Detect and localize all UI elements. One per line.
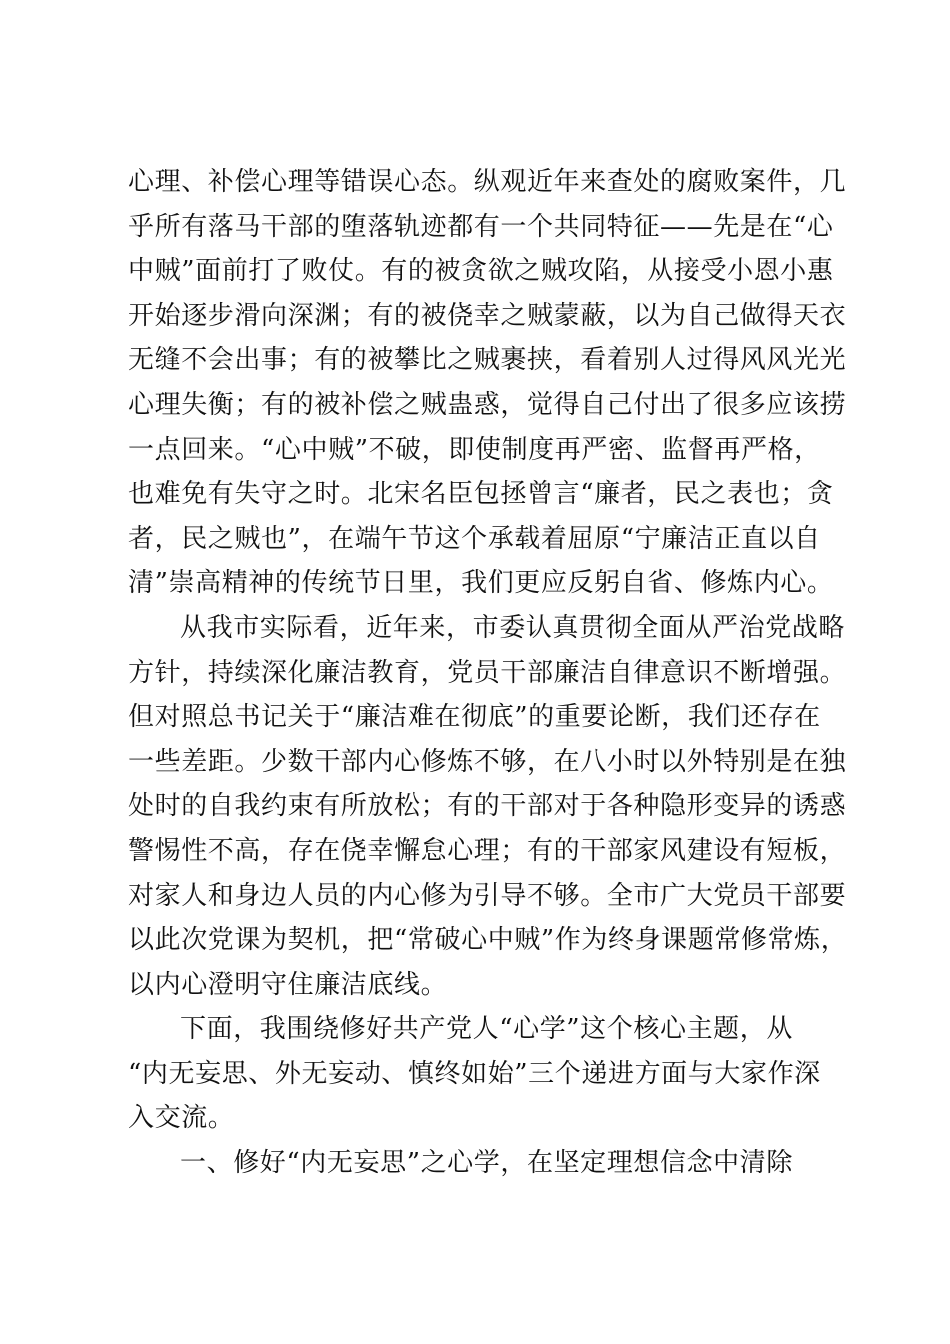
text-line: 方针，持续深化廉洁教育，党员干部廉洁自律意识不断增强。: [128, 657, 847, 688]
text-line: 心理失衡；有的被补偿之贼蛊惑，觉得自己付出了很多应该捞: [128, 389, 847, 420]
text-line: 也难免有失守之时。北宋名臣包拯曾言“廉者，民之表也；贪: [128, 479, 834, 510]
paragraph-first-line: 从我市实际看，近年来，市委认真贯彻全面从严治党战略: [180, 612, 846, 643]
paragraph-first-line: 下面，我围绕修好共产党人“心学”这个核心主题，从: [180, 1014, 793, 1045]
text-line: 以此次党课为契机，把“常破心中贼”作为终身课题常修常炼，: [128, 925, 848, 956]
text-line: 中贼”面前打了败仗。有的被贪欲之贼攻陷，从接受小恩小惠: [128, 256, 834, 287]
document-body: [128, 160, 848, 1186]
text-line: “内无妄思、外无妄动、慎终如始”三个递进方面与大家作深: [128, 1058, 821, 1089]
text-line: 处时的自我约束有所放松；有的干部对于各种隐形变异的诱惑: [128, 791, 847, 822]
text-line: 警惕性不高，存在侥幸懈怠心理；有的干部家风建设有短板，: [128, 835, 847, 866]
section-heading-line: 一、修好“内无妄思”之心学，在坚定理想信念中清除: [180, 1148, 793, 1179]
text-line: 入交流。: [128, 1103, 235, 1134]
text-line: 心理、补偿心理等错误心态。纵观近年来查处的腐败案件，几: [128, 167, 847, 197]
text-line: 乎所有落马干部的堕落轨迹都有一个共同特征——先是在“心: [128, 211, 834, 242]
text-line: 以内心澄明守住廉洁底线。: [128, 969, 448, 1000]
text-line: 一些差距。少数干部内心修炼不够，在八小时以外特别是在独: [128, 746, 847, 777]
text-line: 无缝不会出事；有的被攀比之贼裹挟，看着别人过得风风光光: [128, 345, 847, 376]
text-line: 者，民之贼也”，在端午节这个承载着屈原“宁廉洁正直以自: [128, 523, 821, 554]
text-line: 对家人和身边人员的内心修为引导不够。全市广大党员干部要: [128, 880, 847, 911]
text-line: 但对照总书记关于“廉洁难在彻底”的重要论断，我们还存在: [128, 702, 821, 733]
text-line: 清”崇高精神的传统节日里，我们更应反躬自省、修炼内心。: [128, 568, 834, 599]
text-line: 一点回来。“心中贼”不破，即使制度再严密、监督再严格，: [128, 434, 821, 465]
text-line: 开始逐步滑向深渊；有的被侥幸之贼蒙蔽，以为自己做得天衣: [128, 300, 847, 331]
